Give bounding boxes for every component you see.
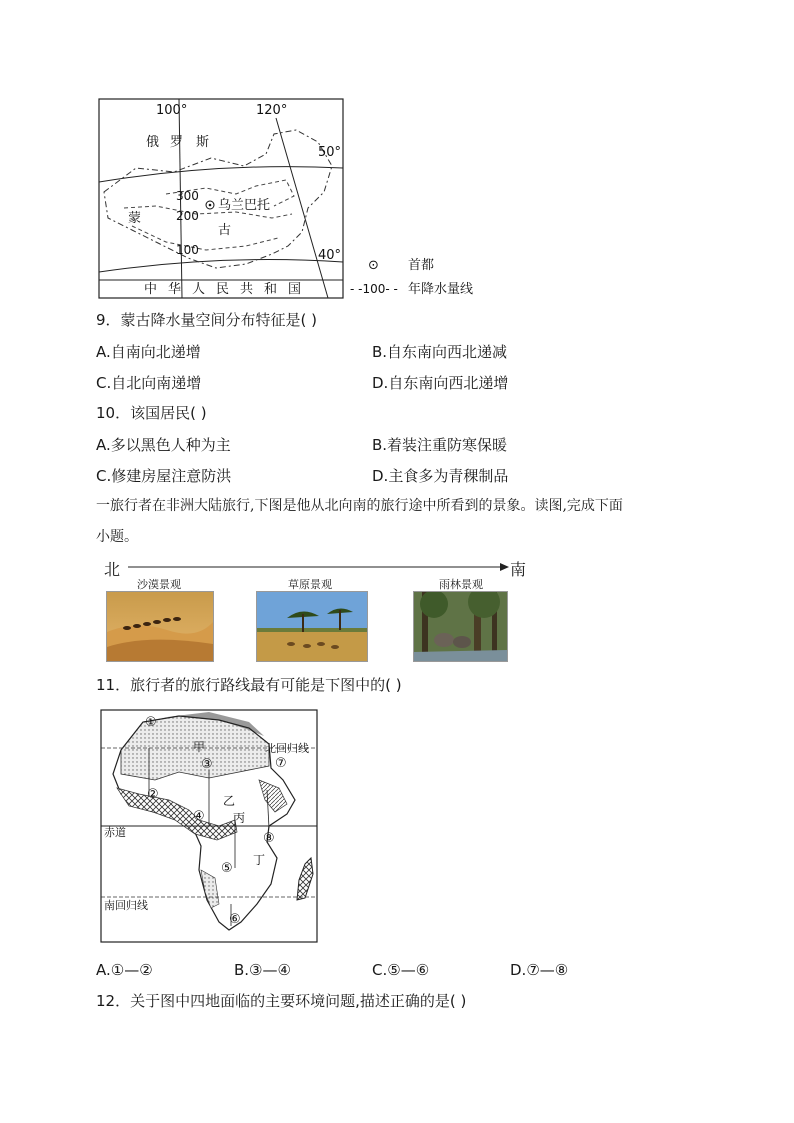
iso-300-label: 300 [176, 189, 199, 203]
q9-option-d[interactable]: D.自东南向西北递增 [372, 374, 509, 392]
journey-north-label: 北 [104, 560, 121, 579]
china-char-5: 共 [240, 282, 254, 297]
q11-option-c[interactable]: C.⑤—⑥ [372, 961, 430, 979]
q11-option-d[interactable]: D.⑦—⑧ [510, 961, 569, 979]
china-char-2: 华 [168, 282, 182, 297]
mongolia-char-2: 古 [218, 223, 232, 238]
q10-option-b[interactable]: B.着装注重防寒保暖 [372, 436, 508, 454]
russia-char-2: 罗 [170, 135, 184, 150]
capital-label: 乌兰巴托 [218, 198, 271, 213]
point-6: ⑥ [229, 912, 241, 927]
region-ding-label: 丁 [253, 853, 266, 867]
lat-40-label: 40° [318, 248, 342, 263]
legend-isohyet-icon: - -100- - [350, 282, 398, 296]
africa-map [99, 708, 319, 944]
point-7: ⑦ [275, 756, 287, 771]
point-3: ③ [201, 757, 213, 772]
savanna-image [256, 591, 368, 662]
iso-100-label: 100 [176, 243, 199, 257]
lon-120-label: 120° [256, 103, 288, 118]
point-4: ④ [193, 809, 205, 824]
question-12: 12．关于图中四地面临的主要环境问题,描述正确的是( ) [96, 992, 467, 1010]
intro-line-1: 一旅行者在非洲大陆旅行,下图是他从北向南的旅行途中所看到的景象。读图,完成下面 [96, 498, 623, 514]
question-10: 10．该国居民( ) [96, 404, 207, 422]
tropic-south-label: 南回归线 [104, 899, 148, 912]
point-8: ⑧ [263, 831, 275, 846]
q10-option-a[interactable]: A.多以黑色人种为主 [96, 436, 231, 454]
lat-50-label: 50° [318, 145, 342, 160]
point-5: ⑤ [221, 861, 233, 876]
region-jia-label: 甲 [193, 740, 206, 754]
iso-200-label: 200 [176, 209, 199, 223]
q11-option-b[interactable]: B.③—④ [234, 961, 291, 979]
journey-arrow [128, 560, 510, 574]
region-bing-label: 丙 [233, 811, 246, 825]
legend-capital-icon: ⊙ [368, 258, 379, 273]
china-char-7: 国 [288, 282, 302, 297]
legend-isohyet-label: 年降水量线 [408, 282, 474, 297]
rainforest-image [413, 591, 508, 662]
scene-desert-caption: 沙漠景观 [137, 578, 181, 591]
scene-savanna-caption: 草原景观 [288, 578, 332, 591]
russia-char-1: 俄 [146, 135, 160, 150]
q10-option-d[interactable]: D.主食多为青稞制品 [372, 467, 509, 485]
china-char-1: 中 [144, 282, 158, 297]
q9-option-c[interactable]: C.自北向南递增 [96, 374, 202, 392]
china-char-6: 和 [264, 282, 278, 297]
russia-char-3: 斯 [196, 135, 210, 150]
mongolia-char-1: 蒙 [128, 211, 142, 226]
q9-option-a[interactable]: A.自南向北递增 [96, 343, 201, 361]
point-2: ② [147, 787, 159, 802]
tropic-north-label: 北回归线 [265, 742, 309, 755]
equator-label: 赤道 [104, 826, 126, 839]
q10-option-c[interactable]: C.修建房屋注意防洪 [96, 467, 232, 485]
region-yi-label: 乙 [223, 794, 236, 808]
question-11: 11．旅行者的旅行路线最有可能是下图中的( ) [96, 676, 402, 694]
china-char-4: 民 [216, 282, 230, 297]
legend-capital-label: 首都 [408, 258, 435, 273]
scene-rainforest-caption: 雨林景观 [439, 578, 483, 591]
mongolia-map [96, 96, 488, 302]
question-9: 9．蒙古降水量空间分布特征是( ) [96, 311, 318, 329]
point-1: ① [145, 715, 157, 730]
china-char-3: 人 [192, 282, 206, 297]
intro-line-2: 小题。 [96, 529, 138, 545]
desert-image [106, 591, 214, 662]
journey-south-label: 南 [510, 560, 527, 579]
q11-option-a[interactable]: A.①—② [96, 961, 153, 979]
lon-100-label: 100° [156, 103, 188, 118]
q9-option-b[interactable]: B.自东南向西北递减 [372, 343, 508, 361]
